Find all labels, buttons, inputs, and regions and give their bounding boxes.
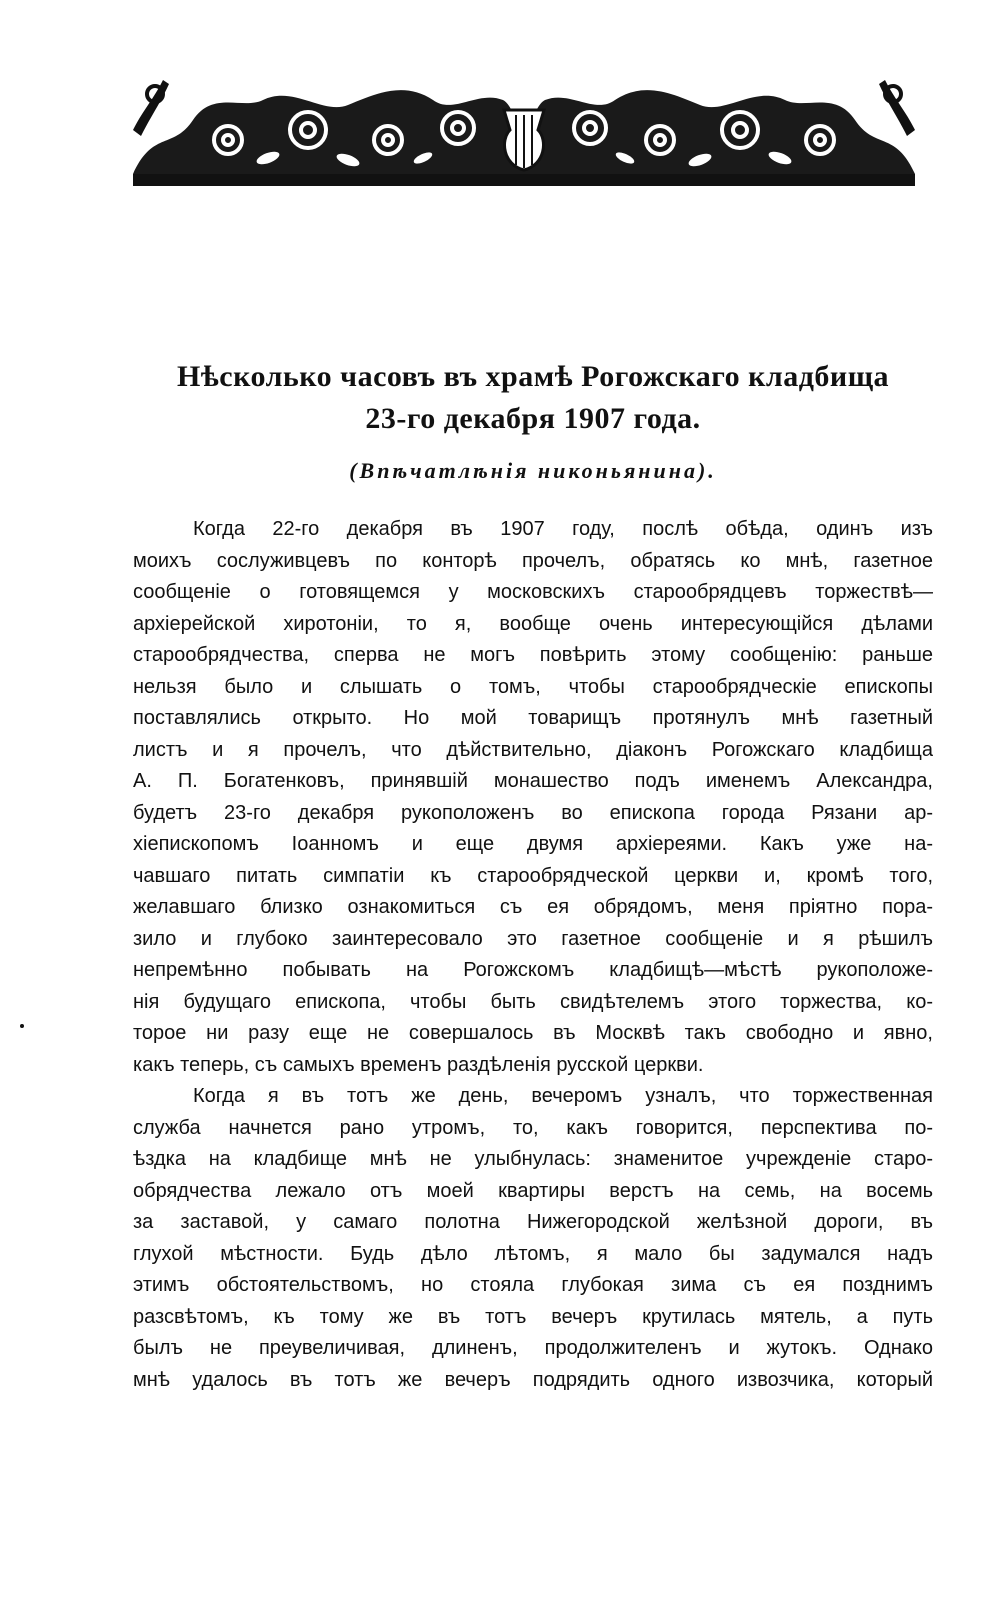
paragraph-line: разсвѣтомъ, къ тому же въ тотъ вечеръ крутилась мятель, а путь <box>133 1305 933 1328</box>
paragraph-line: моихъ сослуживцевъ по конторѣ прочелъ, обратясь ко мнѣ, газетное <box>133 549 933 572</box>
paragraph-line: сообщеніе о готовящемся у московскихъ старообрядцевъ торжествѣ— <box>133 581 933 603</box>
paragraph-line: нельзя было и слышать о томъ, чтобы старообрядческіе епископы <box>133 675 933 698</box>
paragraph-line: желавшаго близко ознакомиться съ ея обрядомъ, меня пріятно пора- <box>133 896 933 918</box>
paragraph-line: Когда я въ тотъ же день, вечеромъ узналъ, что торжественная <box>193 1085 933 1107</box>
paragraph-line: за заставой, у самаго полотна Нижегородской желѣзной дороги, въ <box>133 1211 933 1233</box>
paragraph-line: листъ и я прочелъ, что дѣйствительно, діаконъ Рогожскаго кладбища <box>133 738 933 761</box>
paragraph-line: хіепископомъ Іоанномъ и еще двумя архіереями. Какъ уже на- <box>133 833 933 855</box>
article-body <box>133 514 933 1396</box>
paragraph-line: поставлялись открыто. Но мой товарищъ протянулъ мнѣ газетный <box>133 707 933 729</box>
paragraph-line: будетъ 23-го декабря рукоположенъ во епископа города Рязани ар- <box>133 801 933 824</box>
paragraph-line: торое ни разу еще не совершалось въ Москвѣ такъ свободно и явно, <box>133 1022 933 1044</box>
paragraph-line: чавшаго питать симпатіи къ старообрядческой церкви и, кромѣ того, <box>133 864 933 887</box>
paragraph-line: обрядчества лежало отъ моей квартиры верстъ на семь, на восемь <box>133 1179 933 1202</box>
paragraph-line: непремѣнно побывать на Рогожскомъ кладбищѣ—мѣстѣ рукоположе- <box>133 959 933 981</box>
paragraph-line: архіерейской хиротоніи, то я, вообще очень интересующійся дѣлами <box>133 612 933 635</box>
paragraph-line: ѣздка на кладбище мнѣ не улыбнулась: знаменитое учрежденіе старо- <box>133 1148 933 1170</box>
paragraph-line: Когда 22-го декабря въ 1907 году, послѣ обѣда, одинъ изъ <box>193 518 933 540</box>
paragraph-line: мнѣ удалось въ тотъ же вечеръ подрядить одного извозчика, который <box>133 1368 933 1391</box>
ornamental-headpiece <box>133 70 915 188</box>
paragraph-line: былъ не преувеличивая, длиненъ, продолжителенъ и жутокъ. Однако <box>133 1337 933 1359</box>
paragraph-line: какъ теперь, съ самыхъ временъ раздѣленія русской церкви. <box>133 1053 704 1076</box>
paragraph-line: нія будущаго епископа, чтобы быть свидѣтелемъ этого торжества, ко- <box>133 990 933 1013</box>
article-title-line-1: Нѣсколько часовъ въ храмѣ Рогожскаго кладбища <box>176 360 890 393</box>
paragraph-line: служба начнется рано утромъ, то, какъ говорится, перспектива по- <box>133 1116 933 1139</box>
paragraph-line: зило и глубоко заинтересовало это газетное сообщеніе и я рѣшилъ <box>133 927 933 950</box>
paragraph-line: старообрядчества, сперва не могъ повѣрить этому сообщенію: раньше <box>133 644 933 666</box>
article-subtitle: (Впѣчатлѣнія никоньянина). <box>349 458 717 483</box>
print-speck <box>20 1024 24 1028</box>
article-title-line-2: 23-го декабря 1907 года. <box>365 402 701 435</box>
paragraph-line: А. П. Богатенковъ, принявшій монашество подъ именемъ Александра, <box>133 770 933 792</box>
paragraph-line: глухой мѣстности. Будь дѣло лѣтомъ, я мало бы задумался надъ <box>133 1242 933 1265</box>
paragraph-line: этимъ обстоятельствомъ, но стояла глубокая зима съ ея позднимъ <box>133 1274 933 1296</box>
